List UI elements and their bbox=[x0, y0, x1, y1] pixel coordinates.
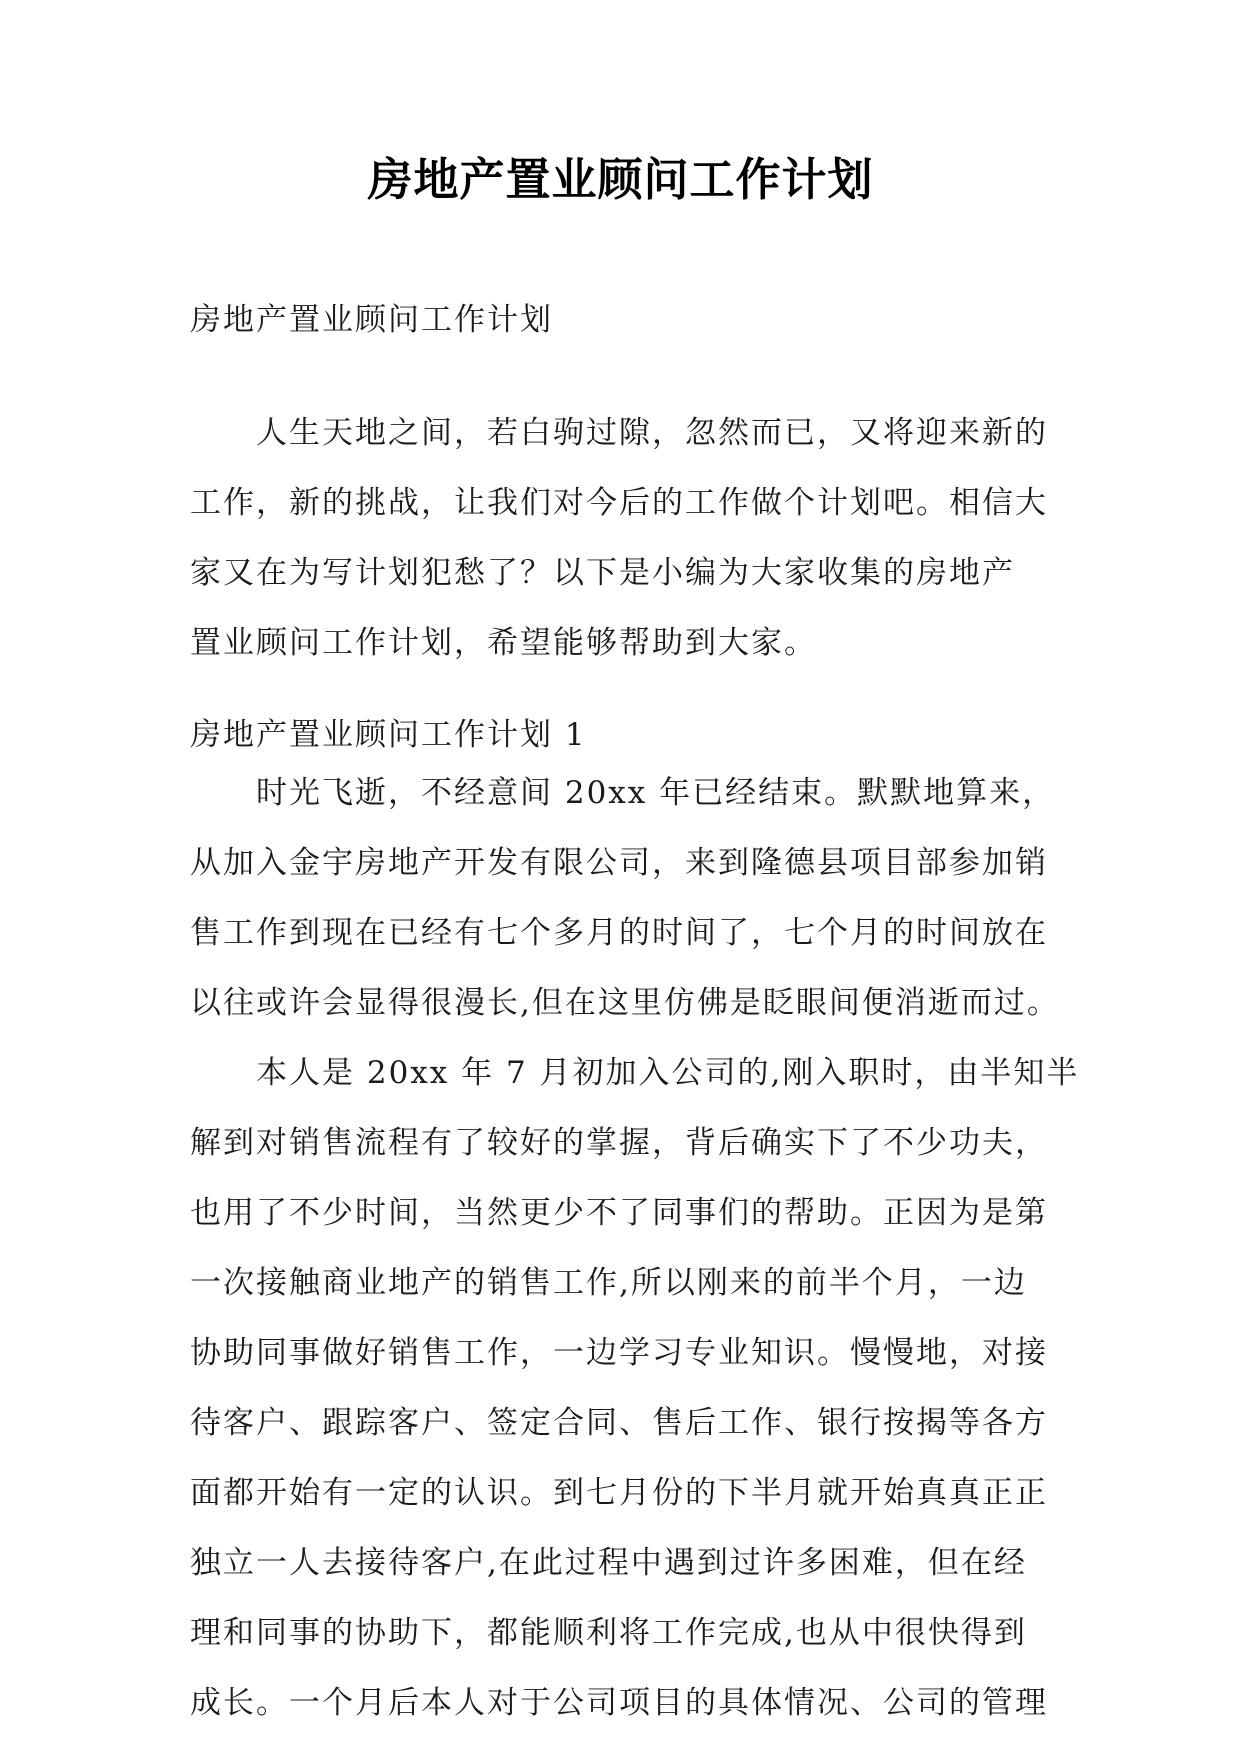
paragraph-line: 售工作到现在已经有七个多月的时间了，七个月的时间放在 bbox=[190, 915, 1048, 951]
paragraph-line: 解到对销售流程有了较好的掌握，背后确实下了不少功夫， bbox=[190, 1125, 1048, 1161]
paragraph-line: 一次接触商业地产的销售工作,所以刚来的前半个月，一边 bbox=[190, 1265, 1027, 1301]
paragraph-line: 协助同事做好销售工作，一边学习专业知识。慢慢地，对接 bbox=[190, 1335, 1048, 1371]
paragraph-line: 成长。一个月后本人对于公司项目的具体情况、公司的管理 bbox=[190, 1685, 1048, 1721]
paragraph-line: 从加入金宇房地产开发有限公司，来到隆德县项目部参加销 bbox=[190, 845, 1048, 881]
paragraph-line: 独立一人去接待客户,在此过程中遇到过许多困难，但在经 bbox=[190, 1545, 1027, 1581]
paragraph-line: 待客户、跟踪客户、签定合同、售后工作、银行按揭等各方 bbox=[190, 1405, 1048, 1441]
paragraph-line: 也用了不少时间，当然更少不了同事们的帮助。正因为是第 bbox=[190, 1195, 1048, 1231]
paragraph-line: 理和同事的协助下，都能顺利将工作完成,也从中很快得到 bbox=[190, 1615, 1027, 1651]
paragraph-2 bbox=[190, 1038, 1080, 1738]
paragraph-line: 面都开始有一定的认识。到七月份的下半月就开始真真正正 bbox=[190, 1475, 1048, 1511]
intro-line: 置业顾问工作计划，希望能够帮助到大家。 bbox=[190, 625, 817, 661]
page-title: 房地产置业顾问工作计划 bbox=[367, 153, 874, 206]
intro-line: 人生天地之间，若白驹过隙，忽然而已，又将迎来新的 bbox=[256, 415, 1048, 451]
paragraph-line: 以往或许会显得很漫长,但在这里仿佛是眨眼间便消逝而过。 bbox=[190, 985, 1060, 1021]
paragraph-line: 本人是 20xx 年 7 月初加入公司的,刚入职时，由半知半 bbox=[256, 1055, 1080, 1091]
intro-paragraph bbox=[190, 398, 1054, 678]
paragraph-1 bbox=[190, 758, 1060, 1038]
document-subtitle: 房地产置业顾问工作计划 bbox=[190, 302, 553, 338]
intro-line: 工作，新的挑战，让我们对今后的工作做个计划吧。相信大 bbox=[190, 485, 1048, 521]
section-heading: 房地产置业顾问工作计划 1 bbox=[190, 717, 587, 753]
paragraph-line: 时光飞逝，不经意间 20xx 年已经结束。默默地算来， bbox=[256, 775, 1056, 811]
intro-line: 家又在为写计划犯愁了？以下是小编为大家收集的房地产 bbox=[190, 555, 1015, 591]
